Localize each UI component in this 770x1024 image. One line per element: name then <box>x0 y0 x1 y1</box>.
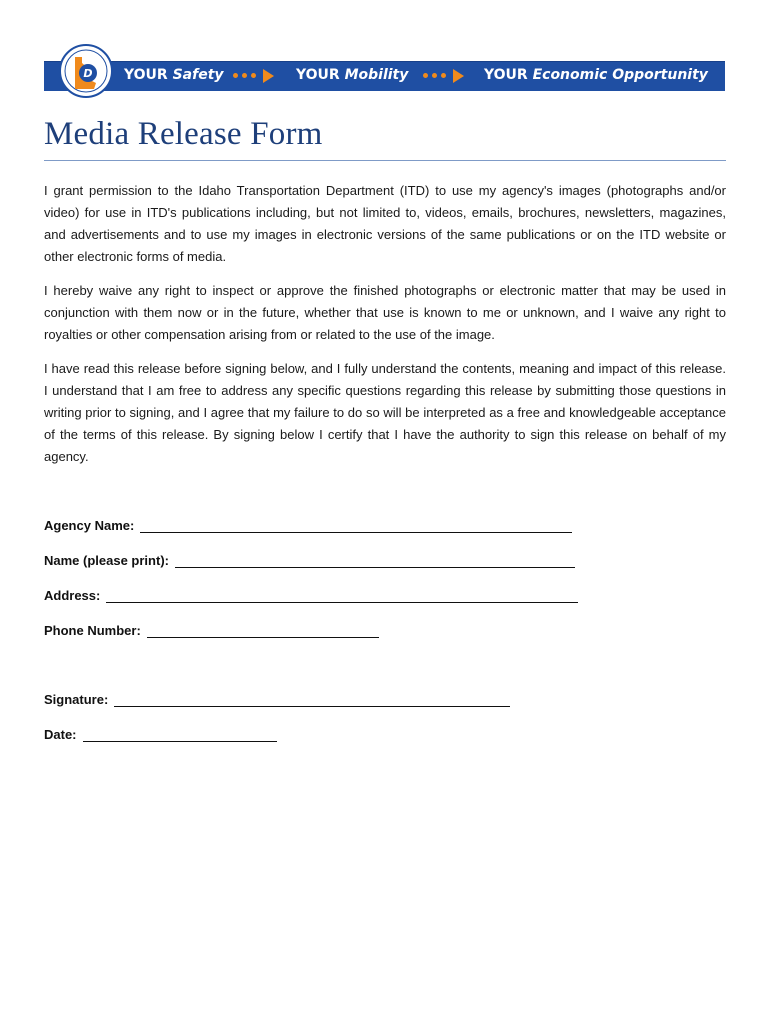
name-print-label: Name (please print): <box>44 553 169 568</box>
address-field[interactable] <box>44 588 578 603</box>
phone-line[interactable] <box>147 623 379 638</box>
svg-text:D: D <box>83 67 93 80</box>
date-line[interactable] <box>83 727 277 742</box>
address-label: Address: <box>44 588 101 603</box>
paragraph-acknowledgement: I have read this release before signing below, and I fully understand the contents, meaning and impact of this release. I understand that I am free to address any specific questions regarding this release by submitting those questions in writing prior to signing, and I agree that my failure to do so will be interpreted as a free and knowledgeable acceptance of the terms of this release. By signing below I certify that I have the authority to sign this release on behalf of my agency. <box>44 361 726 464</box>
phone-label: Phone Number: <box>44 623 141 638</box>
paragraph-waiver: I hereby waive any right to inspect or approve the finished photographs or electronic matter that may be used in conjunction with them now or in the future, whether that use is known to me or unknown, and I waive any right to royalties or other compensation arising from or related to the use of the image. <box>44 283 726 342</box>
slogan-mobility: YOUR Mobility <box>296 67 409 83</box>
slogan-separator-2 <box>423 61 464 90</box>
slogan-economic: YOUR Economic Opportunity <box>484 67 708 83</box>
name-print-line[interactable] <box>175 553 575 568</box>
date-field[interactable] <box>44 727 277 742</box>
paragraph-permission: I grant permission to the Idaho Transportation Department (ITD) to use my agency's images (photographs and/or video) for use in ITD's publications including, but not limited to, videos, emails, brochures, newsletters, magazines, and advertisements and to use my images in electronic versions of the same publications or on the ITD website or other electronic forms of media. <box>44 183 726 264</box>
name-print-field[interactable] <box>44 553 575 568</box>
slogan-safety: YOUR Safety <box>124 67 224 83</box>
title-divider <box>44 160 726 161</box>
itd-logo <box>58 43 114 99</box>
signature-label: Signature: <box>44 692 109 707</box>
signature-field[interactable] <box>44 692 510 707</box>
agency-name-field[interactable] <box>44 518 572 533</box>
slogan-separator-1 <box>233 61 274 90</box>
release-text <box>44 180 726 480</box>
phone-field[interactable] <box>44 623 379 638</box>
signature-line[interactable] <box>114 692 510 707</box>
address-line[interactable] <box>106 588 578 603</box>
date-label: Date: <box>44 727 77 742</box>
agency-name-label: Agency Name: <box>44 518 135 533</box>
agency-name-line[interactable] <box>140 518 572 533</box>
page-title: Media Release Form <box>44 116 323 152</box>
